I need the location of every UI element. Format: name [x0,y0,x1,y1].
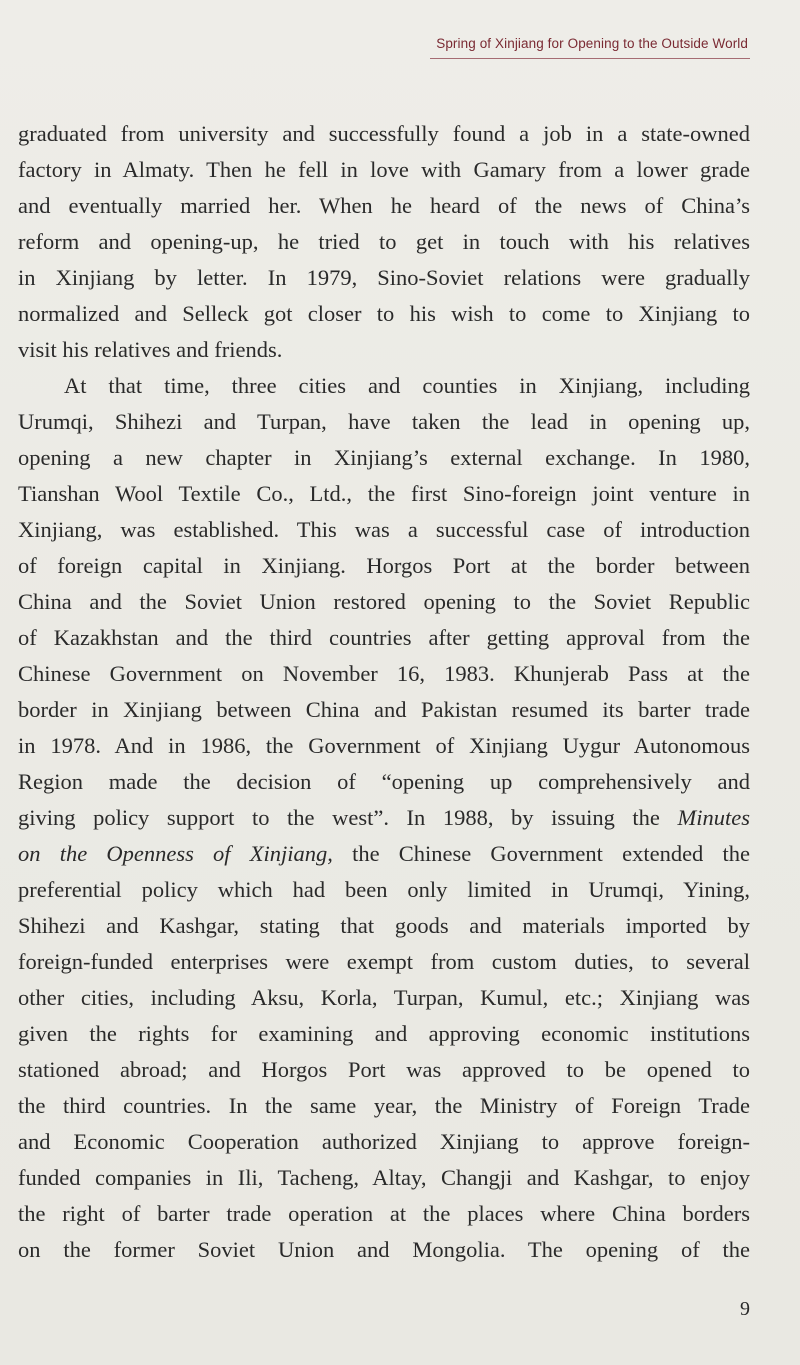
text-line: the right of barter trade operation at the places where China borders [18,1201,750,1226]
page-number: 9 [740,1298,750,1320]
paragraph-1 [18,116,750,368]
text-line: reform and opening-up, he tried to get in touch with his relatives [18,229,750,254]
text-line: foreign-funded enterprises were exempt from custom duties, to several [18,949,750,974]
text-line: Region made the decision of “opening up comprehensively and [18,769,750,794]
text-run: giving policy support to the west”. In 1988, by issuing the [18,805,678,830]
text-line: of foreign capital in Xinjiang. Horgos Port at the border between [18,553,750,578]
text-line: visit his relatives and friends. [18,337,283,362]
text-line: normalized and Selleck got closer to his wish to come to Xinjiang to [18,301,750,326]
text-line: and eventually married her. When he heard of the news of China’s [18,193,750,218]
running-header: Spring of Xinjiang for Opening to the Outside World [436,36,748,51]
text-line: stationed abroad; and Horgos Port was approved to be opened to [18,1057,750,1082]
text-line: of Kazakhstan and the third countries after getting approval from the [18,625,750,650]
text-line [18,800,750,836]
text-line: preferential policy which had been only limited in Urumqi, Yining, [18,877,750,902]
text-line: the third countries. In the same year, the Ministry of Foreign Trade [18,1093,750,1118]
text-line: on the former Soviet Union and Mongolia. The opening of the [18,1237,750,1262]
text-line: Tianshan Wool Textile Co., Ltd., the first Sino-foreign joint venture in [18,481,750,506]
text-line: other cities, including Aksu, Korla, Turpan, Kumul, etc.; Xinjiang was [18,985,750,1010]
paragraph-2 [18,368,750,1268]
header-rule [430,58,750,59]
body-text [18,116,750,1268]
text-line: border in Xinjiang between China and Pakistan resumed its barter trade [18,697,750,722]
text-run: the Chinese Government extended the [332,841,750,866]
text-line [18,836,750,872]
text-line: in 1978. And in 1986, the Government of Xinjiang Uygur Autonomous [18,733,750,758]
text-line: At that time, three cities and counties in Xinjiang, including [64,373,750,398]
italic-title: on the Openness of Xinjiang, [18,841,333,866]
text-line: factory in Almaty. Then he fell in love with Gamary from a lower grade [18,157,750,182]
text-line: Urumqi, Shihezi and Turpan, have taken the lead in opening up, [18,409,750,434]
text-line: Xinjiang, was established. This was a successful case of introduction [18,517,750,542]
italic-title: Minutes [677,805,750,830]
text-line: Chinese Government on November 16, 1983. Khunjerab Pass at the [18,661,750,686]
text-line: and Economic Cooperation authorized Xinjiang to approve foreign- [18,1129,750,1154]
text-line: Shihezi and Kashgar, stating that goods and materials imported by [18,913,750,938]
text-line: given the rights for examining and approving economic institutions [18,1021,750,1046]
text-line: China and the Soviet Union restored opening to the Soviet Republic [18,589,750,614]
text-line: opening a new chapter in Xinjiang’s external exchange. In 1980, [18,445,750,470]
text-line: funded companies in Ili, Tacheng, Altay, Changji and Kashgar, to enjoy [18,1165,750,1190]
text-line: in Xinjiang by letter. In 1979, Sino-Soviet relations were gradually [18,265,750,290]
text-line: graduated from university and successfully found a job in a state-owned [18,121,750,146]
